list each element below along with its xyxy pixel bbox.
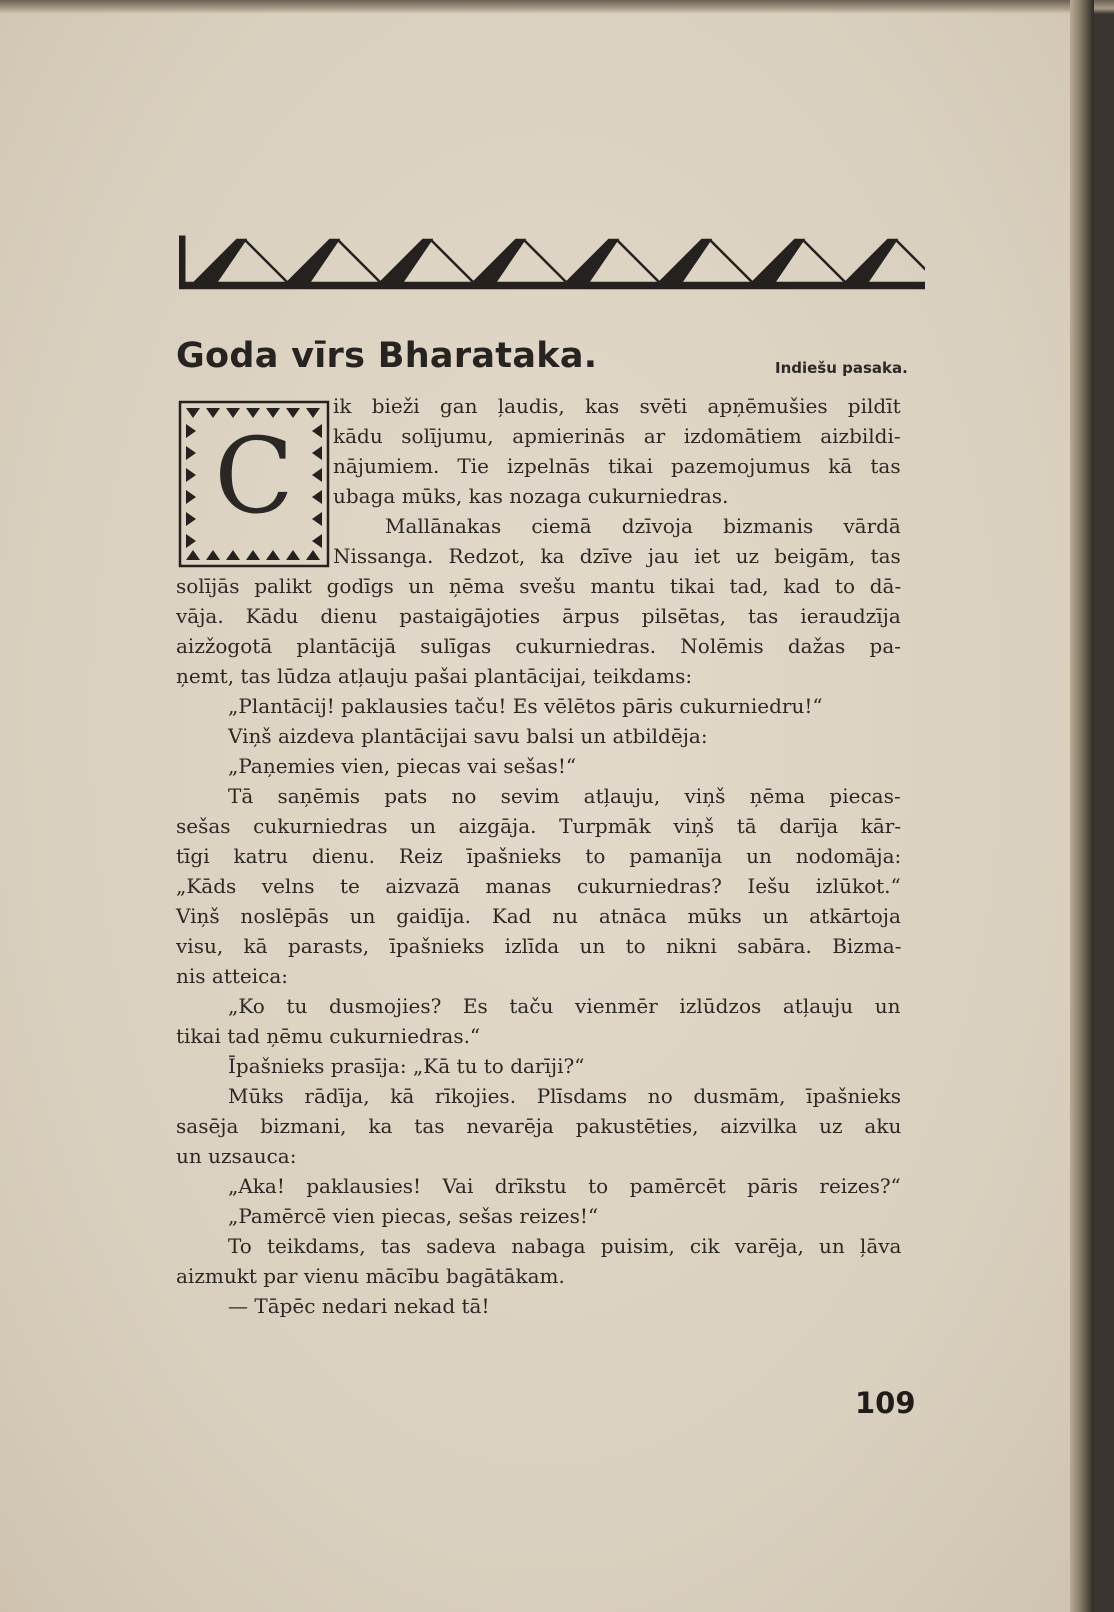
text-line: „Pamērcē vien piecas, sešas reizes!“ (228, 1204, 599, 1228)
text-line: ik bieži gan ļaudis, kas svēti apņēmušies pildīt (333, 394, 901, 418)
text-line: vāja. Kādu dienu pastaigājoties ārpus pilsētas, tas ieraudzīja (176, 604, 901, 628)
text-line: ubaga mūks, kas nozaga cukurniedras. (333, 484, 729, 508)
text-line: un uzsauca: (176, 1144, 297, 1168)
drop-cap (178, 400, 330, 568)
frame-triangle (312, 534, 322, 548)
frame-triangle (306, 550, 320, 560)
ornament-triangle (193, 240, 245, 284)
page-number: 109 (855, 1386, 916, 1420)
frame-triangle (206, 550, 220, 560)
text-line: Tā saņēmis pats no sevim atļauju, viņš ņēma piecas- (228, 784, 901, 808)
decorative-header-border (179, 234, 925, 290)
ornament-triangle (565, 240, 617, 284)
text-line: tīgi katru dienu. Reiz īpašnieks to pamanīja un nodomāja: (176, 844, 902, 868)
story-subtitle: Indiešu pasaka. (775, 359, 908, 377)
text-line: Īpašnieks prasīja: „Kā tu to darīji?“ (228, 1054, 585, 1078)
frame-triangle (246, 550, 260, 560)
ornament-triangle (379, 240, 431, 284)
text-line: Viņš noslēpās un gaidīja. Kad nu atnāca mūks un atkārtoja (176, 904, 901, 928)
text-line: Nissanga. Redzot, ka dzīve jau iet uz beigām, tas (333, 544, 901, 568)
text-line: aizmukt par vienu mācību bagātākam. (176, 1264, 565, 1288)
ornament-slash (338, 240, 382, 284)
text-line: „Ko tu dusmojies? Es taču vienmēr izlūdzos atļauju un (228, 994, 901, 1018)
text-line: visu, kā parasts, īpašnieks izlīda un to nikni sabāra. Bizma- (176, 934, 902, 958)
text-line: „Paņemies vien, piecas vai sešas!“ (228, 754, 577, 778)
text-line: sasēja bizmani, ka tas nevarēja pakustēties, aizvilka uz aku (176, 1114, 902, 1138)
frame-triangle (286, 550, 300, 560)
text-line: Viņš aizdeva plantācijai savu balsi un atbildēja: (228, 724, 708, 748)
drop-cap-letter: C (214, 415, 294, 537)
ornament-slash (617, 240, 661, 284)
ornament-triangle (844, 240, 896, 284)
frame-triangle (266, 550, 280, 560)
text-line: tikai tad ņēmu cukurniedras.“ (176, 1024, 481, 1048)
text-line: ņemt, tas lūdza atļauju pašai plantācijai, teikdams: (176, 664, 693, 688)
ornament-slash (245, 240, 289, 284)
ornament-slash (431, 240, 475, 284)
ornament-triangle (658, 240, 710, 284)
ornament-slash (803, 240, 847, 284)
story-title: Goda vīrs Bharataka. (176, 336, 598, 376)
frame-triangle (226, 550, 240, 560)
ornament-triangle (751, 240, 803, 284)
text-line: sešas cukurniedras un aizgāja. Turpmāk viņš tā darīja kār- (176, 814, 902, 838)
text-line: Mallānakas ciemā dzīvoja bizmanis vārdā (385, 514, 901, 538)
text-line: Mūks rādīja, kā rīkojies. Plīsdams no dusmām, īpašnieks (228, 1084, 902, 1108)
text-line: kādu solījumu, apmierinās ar izdomātiem aizbildi- (333, 424, 901, 448)
text-line: nis atteica: (176, 964, 288, 988)
text-line: „Plantācij! paklausies taču! Es vēlētos pāris cukurniedru!“ (228, 694, 823, 718)
ornament-slash (524, 240, 568, 284)
ornament-slash (710, 240, 754, 284)
text-line: nājumiem. Tie izpelnās tikai pazemojumus kā tas (333, 454, 901, 478)
text-line: „Kāds velns te aizvazā manas cukurniedras? Iešu izlūkot.“ (176, 874, 901, 898)
text-line: To teikdams, tas sadeva nabaga puisim, cik varēja, un ļāva (228, 1234, 902, 1258)
text-line: — Tāpēc nedari nekad tā! (228, 1294, 490, 1318)
ornament-triangle (286, 240, 338, 284)
frame-triangle (186, 534, 196, 548)
text-line: „Aka! paklausies! Vai drīkstu to pamērcēt pāris reizes?“ (228, 1174, 901, 1198)
page-top-edge (0, 0, 1114, 14)
ornament-triangle (472, 240, 524, 284)
text-line: solījās palikt godīgs un ņēma svešu mantu tikai tad, kad to dā- (176, 574, 902, 598)
page-right-edge (1070, 0, 1094, 1612)
frame-triangle (186, 550, 200, 560)
text-line: aizžogotā plantācijā sulīgas cukurniedras. Nolēmis dažas pa- (176, 634, 901, 658)
ornament-slash (896, 240, 925, 284)
